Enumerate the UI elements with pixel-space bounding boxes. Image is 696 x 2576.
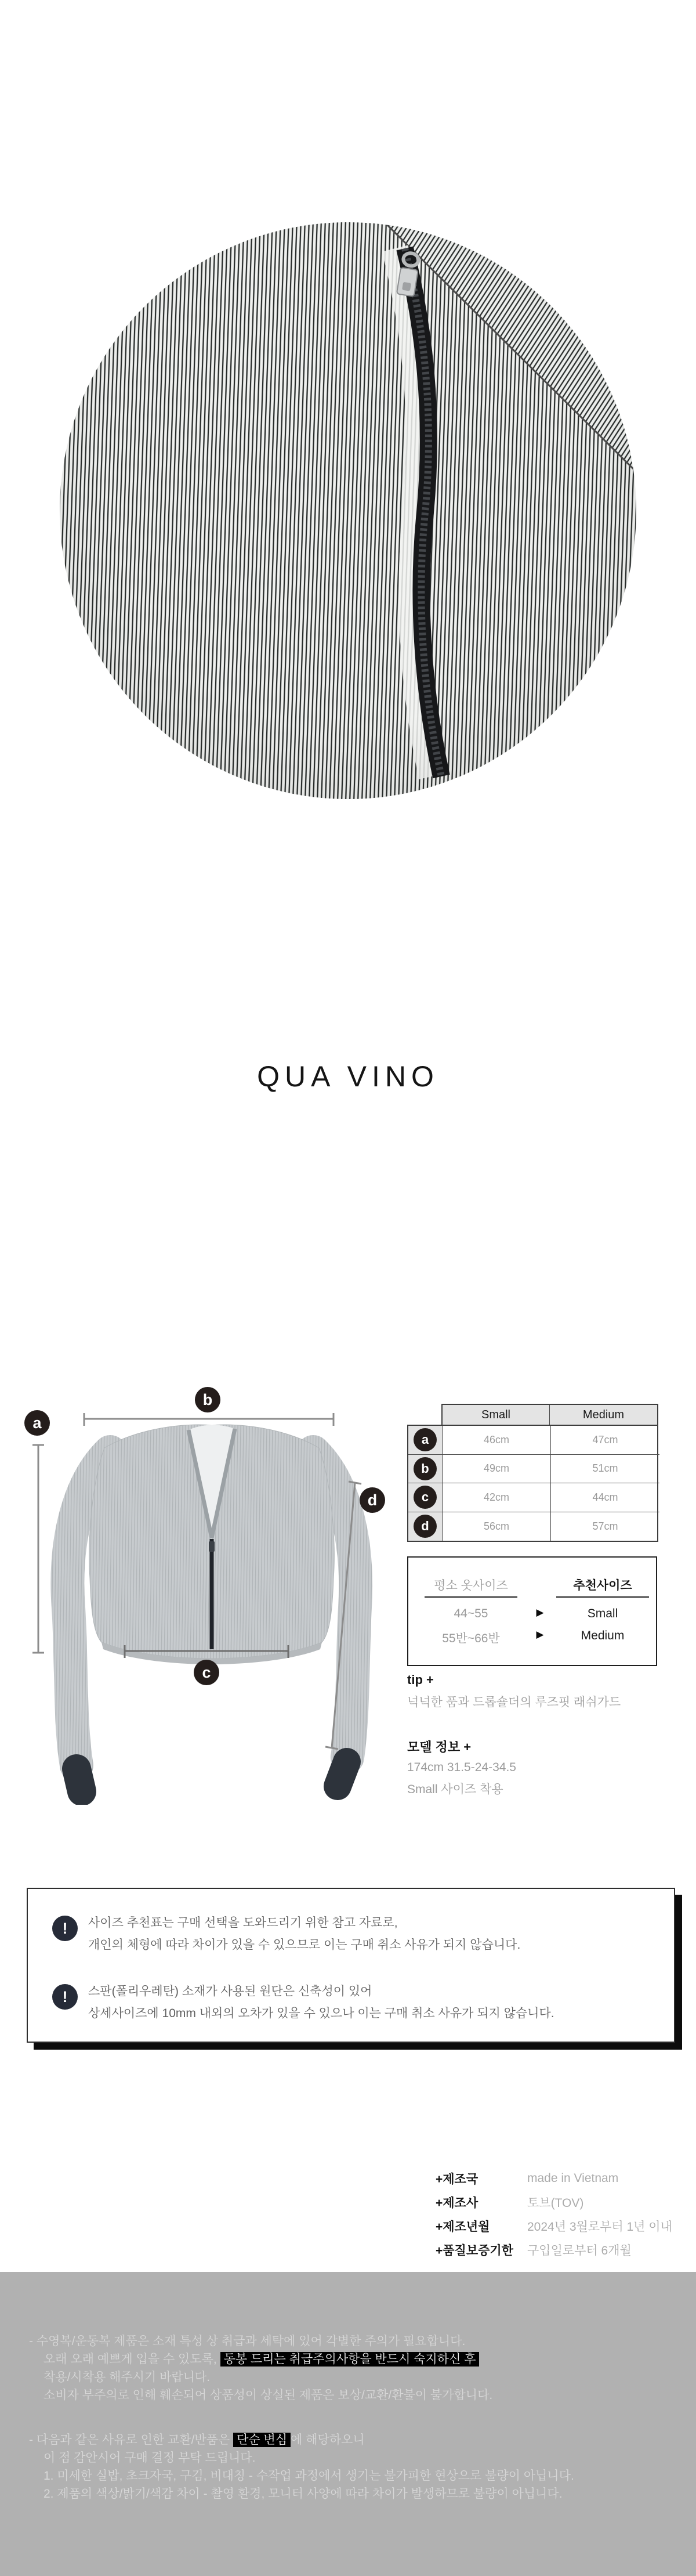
tip-text: 넉넉한 품과 드롭숄더의 루즈핏 래쉬가드	[407, 1696, 621, 1709]
tip-title: tip +	[407, 1672, 434, 1687]
model-size-worn: Small 사이즈 착용	[407, 1783, 503, 1796]
returns-line: - 다음과 같은 사유로 인한 교환/반품은 단순 변심 에 해당하오니	[29, 2433, 365, 2447]
manufacturer-label: +제조국	[436, 2172, 478, 2186]
care-instructions-footer	[0, 2272, 696, 2576]
arrow-right-icon: ▶	[536, 1629, 544, 1640]
garment-right-cuff	[338, 1762, 347, 1786]
marker-d	[360, 1487, 385, 1513]
svg-text:a: a	[32, 1414, 42, 1432]
size-table-col-medium: Medium	[582, 1408, 625, 1421]
manufacturer-row	[436, 2238, 672, 2261]
marker-a	[24, 1410, 50, 1436]
product-photo-circle	[60, 222, 636, 799]
notice-box	[27, 1888, 675, 2043]
notice-item	[52, 1912, 520, 1956]
manufacturer-value: 2024년 3월로부터 1년 이내	[527, 2220, 672, 2234]
recommended-size-header: 추천사이즈	[556, 1576, 649, 1598]
returns-line: 이 점 감안시어 구매 결정 부탁 드립니다.	[44, 2451, 256, 2465]
table-cell: 42cm	[443, 1483, 551, 1512]
manufacturer-row	[436, 2166, 672, 2190]
size-table	[407, 1425, 658, 1542]
exclamation-icon: !	[52, 1984, 78, 2010]
brand-logo: QUA VINO	[257, 1060, 439, 1093]
size-badge-b: b	[414, 1457, 437, 1480]
size-table-col-small: Small	[443, 1405, 550, 1425]
svg-text:c: c	[202, 1664, 211, 1681]
manufacturer-row	[436, 2214, 672, 2238]
manufacturer-value: 토브(TOV)	[527, 2196, 584, 2210]
manufacturer-row	[436, 2190, 672, 2214]
care-line: 착용/시착용 해주시기 바랍니다.	[44, 2371, 211, 2384]
model-info-block	[407, 1737, 674, 1797]
garment-diagram	[23, 1387, 394, 1805]
care-line: 오래 오래 예쁘게 입을 수 있도록, 동봉 드리는 취급주의사항을 반드시 숙지하신 후	[29, 2350, 696, 2368]
table-cell: 46cm	[443, 1426, 551, 1455]
exclamation-icon: !	[52, 1916, 78, 1941]
size-table-header	[441, 1404, 658, 1426]
table-cell: 51cm	[551, 1455, 659, 1484]
size-badge-c: c	[414, 1486, 437, 1509]
returns-line: 1. 미세한 실밥, 초크자국, 구김, 비대칭 - 수작업 과정에서 생기는 불가피한 현상으로 불량이 아닙니다.	[44, 2469, 574, 2483]
arrow-right-icon: ▶	[536, 1607, 544, 1618]
manufacturer-label: +제조사	[436, 2196, 478, 2210]
table-cell: 49cm	[443, 1455, 551, 1484]
returns-paragraph	[29, 2431, 696, 2503]
notice-line: 사이즈 추천표는 구매 선택을 도와드리기 위한 참고 자료로,	[88, 1916, 398, 1930]
marker-c	[194, 1660, 219, 1685]
size-recommendation-box	[407, 1556, 657, 1666]
size-badge-a: a	[414, 1428, 437, 1451]
notice-line: 스판(폴리우레탄) 소재가 사용된 원단은 신축성이 있어	[88, 1985, 372, 1998]
usual-size-value: 44~55	[454, 1607, 488, 1620]
recommended-size-value: Small	[587, 1607, 618, 1620]
svg-text:d: d	[367, 1491, 378, 1509]
care-line: - 수영복/운동복 제품은 소재 특성 상 취급과 세탁에 있어 각별한 주의가 필요합니다.	[29, 2335, 466, 2348]
care-paragraph	[29, 2332, 696, 2404]
manufacturer-info	[436, 2166, 672, 2261]
usual-size-header: 평소 옷사이즈	[425, 1576, 517, 1598]
tip-block	[407, 1672, 674, 1710]
size-badge-d: d	[414, 1515, 437, 1538]
table-cell: 57cm	[592, 1520, 618, 1532]
returns-line: 2. 제품의 색상/밝기/색감 차이 - 촬영 환경, 모니터 사양에 따라 차이가 발생하므로 불량이 아닙니다.	[44, 2487, 563, 2501]
usual-size-value: 55반~66반	[442, 1632, 500, 1645]
manufacturer-value: 구입일로부터 6개월	[527, 2243, 632, 2257]
highlighted-text: 단순 변심	[233, 2433, 291, 2447]
highlighted-text: 동봉 드리는 취급주의사항을 반드시 숙지하신 후	[220, 2352, 480, 2367]
marker-b	[195, 1387, 220, 1412]
notice-line: 상세사이즈에 10mm 내외의 오차가 있을 수 있으나 이는 구매 취소 사유가 되지 않습니다.	[88, 2007, 554, 2020]
recommended-size-value: Medium	[581, 1629, 625, 1642]
manufacturer-value: made in Vietnam	[527, 2171, 619, 2185]
table-cell: 44cm	[551, 1483, 659, 1512]
notice-item	[52, 1981, 554, 2025]
notice-line: 개인의 체형에 따라 차이가 있을 수 있으므로 이는 구매 취소 사유가 되지 않습니다.	[88, 1938, 521, 1952]
table-cell: 56cm	[443, 1512, 551, 1541]
model-measurements: 174cm 31.5-24-34.5	[407, 1761, 516, 1774]
garment-left-cuff	[77, 1769, 82, 1791]
care-line: 소비자 부주의로 인해 훼손되어 상품성이 상실된 제품은 보상/교환/환불이 불가합니다.	[44, 2389, 493, 2402]
svg-text:b: b	[202, 1391, 213, 1408]
manufacturer-label: +품질보증기한	[436, 2243, 513, 2257]
model-info-title: 모델 정보 +	[407, 1740, 472, 1754]
manufacturer-label: +제조년월	[436, 2220, 490, 2234]
table-cell: 47cm	[551, 1426, 659, 1455]
